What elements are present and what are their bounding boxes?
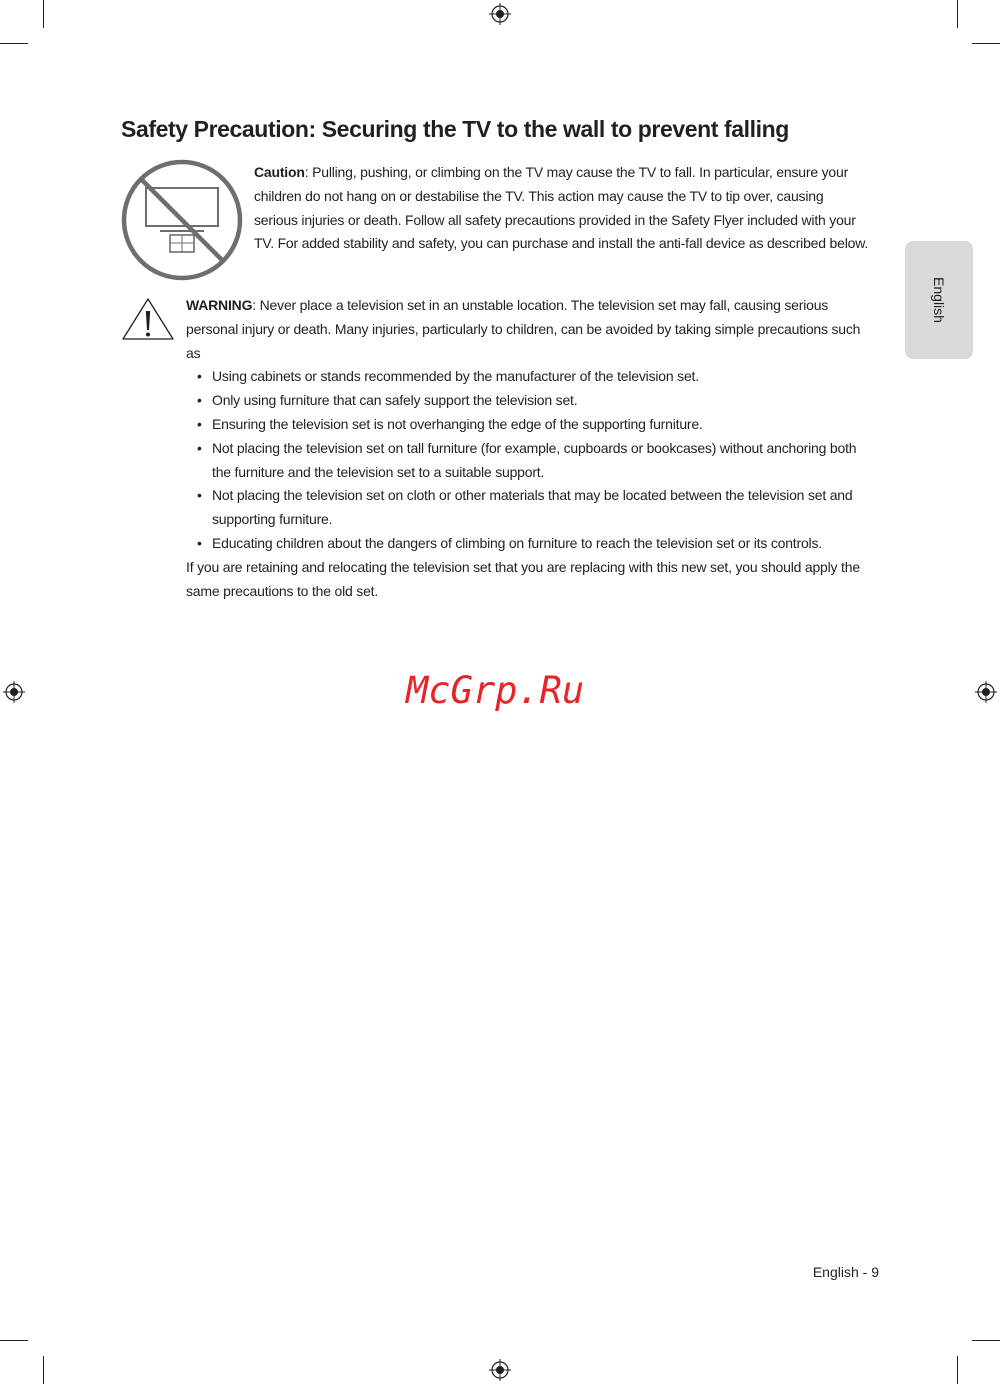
closing-paragraph: If you are retaining and relocating the television set that you are replacing with this new set, you should apply the same precautions to the old set. [186,558,860,599]
precautions-list [186,365,871,555]
page-title: Safety Precaution: Securing the TV to the wall to prevent falling [121,116,789,142]
warning-body: : Never place a television set in an unstable location. The television set may fall, causing serious personal injury or death. Many injuries, particularly to children, can be avoided by taking simple precautions such as [186,297,861,361]
crop-mark [957,0,958,28]
registration-mark-icon [489,3,511,25]
crop-mark [957,1356,958,1384]
page-number: English - 9 [812,1264,879,1280]
no-tv-on-furniture-icon [120,158,244,282]
list-item: • Ensuring the television set is not overhanging the edge of the supporting furniture. [186,413,871,437]
registration-mark-icon [975,681,997,703]
warning-label: WARNING [186,297,253,313]
registration-mark-icon [489,1359,511,1381]
bullet-icon: • [197,487,202,504]
watermark: McGrp.Ru [406,669,585,712]
bullet-icon: • [197,415,202,432]
list-item: • Only using furniture that can safely support the television set. [186,389,871,413]
list-item: • Not placing the television set on cloth or other materials that may be located between the television set and supporting furniture. [186,484,871,532]
crop-mark [0,43,28,44]
caution-body: : Pulling, pushing, or climbing on the TV may cause the TV to fall. In particular, ensure your children do not hang on or destabilise the TV. This action may cause the TV to tip over, causing serious injuries or death. Follow all safety precautions provided in the Safety Flyer included with your TV. For added stability and safety, you can purchase and install the anti-fall device as described below. [254,164,869,252]
warning-triangle-icon [121,297,175,341]
crop-mark [0,1340,28,1341]
registration-mark-icon [3,681,25,703]
list-item: • Not placing the television set on tall furniture (for example, cupboards or bookcases) without anchoring both the furniture and the television set to a suitable support. [186,437,871,485]
crop-mark [972,43,1000,44]
crop-mark [43,0,44,28]
bullet-icon: • [197,439,202,456]
crop-mark [972,1340,1000,1341]
language-tab-label: English [931,277,947,323]
bullet-icon: • [197,392,202,409]
bullet-icon: • [197,368,202,385]
warning-section [186,294,871,603]
warning-paragraph [186,294,871,365]
crop-mark [43,1356,44,1384]
caution-paragraph [254,161,869,256]
list-item: • Educating children about the dangers of climbing on furniture to reach the television set or its controls. [186,532,871,556]
caution-label: Caution [254,164,305,180]
language-side-tab [905,241,973,359]
bullet-icon: • [197,534,202,551]
list-item: • Using cabinets or stands recommended by the manufacturer of the television set. [186,365,871,389]
